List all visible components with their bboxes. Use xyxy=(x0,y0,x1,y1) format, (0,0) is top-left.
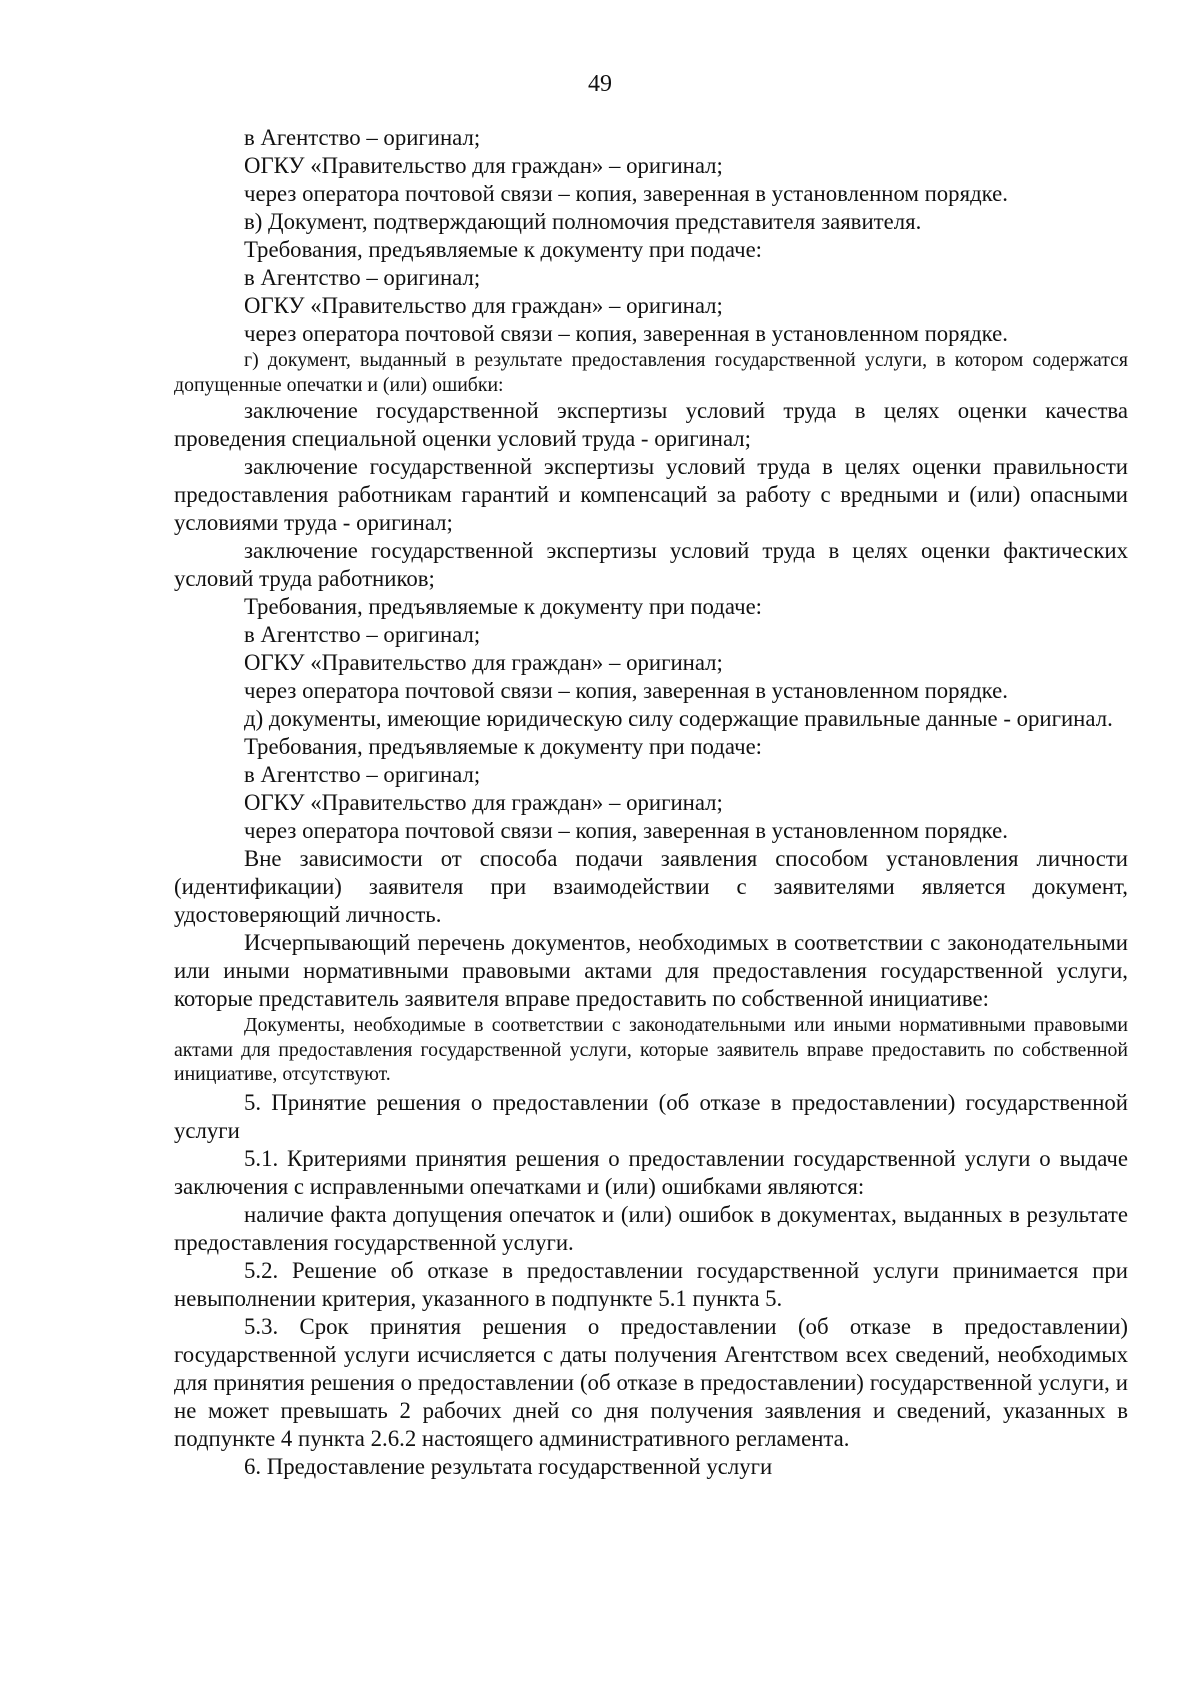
paragraph: ОГКУ «Правительство для граждан» – оригинал; xyxy=(244,293,723,318)
paragraph: Исчерпывающий перечень документов, необходимых в соответствии с законодательными или иными нормативными правовыми актами для предоставления государственной услуги, которые представитель заявителя вправе предоставить по собственной инициативе: xyxy=(174,930,1128,1011)
paragraph: в) Документ, подтверждающий полномочия представителя заявителя. xyxy=(244,209,922,234)
paragraph: заключение государственной экспертизы условий труда в целях оценки фактических условий труда работников; xyxy=(174,538,1128,591)
paragraph: ОГКУ «Правительство для граждан» – оригинал; xyxy=(244,153,723,178)
paragraph: ОГКУ «Правительство для граждан» – оригинал; xyxy=(244,650,723,675)
paragraph: г) документ, выданный в результате предоставления государственной услуги, в котором содержатся допущенные опечатки и (или) ошибки: xyxy=(174,349,1128,396)
paragraph: Требования, предъявляемые к документу при подаче: xyxy=(244,734,763,759)
paragraph: д) документы, имеющие юридическую силу содержащие правильные данные - оригинал. xyxy=(244,706,1113,731)
document-body xyxy=(174,124,1128,1481)
paragraph: ОГКУ «Правительство для граждан» – оригинал; xyxy=(244,790,723,815)
paragraph: через оператора почтовой связи – копия, заверенная в установленном порядке. xyxy=(244,678,1008,703)
paragraph: Документы, необходимые в соответствии с законодательными или иными нормативными правовыми актами для предоставления государственной услуги, которые заявитель вправе предоставить по собственной инициативе, отсутствуют. xyxy=(174,1014,1128,1085)
paragraph: заключение государственной экспертизы условий труда в целях оценки правильности предоставления работникам гарантий и компенсаций за работу с вредными и (или) опасными условиями труда - оригинал; xyxy=(174,454,1128,535)
section-heading: 6. Предоставление результата государственной услуги xyxy=(244,1453,773,1479)
paragraph: 5.3. Срок принятия решения о предоставлении (об отказе в предоставлении) государственной услуги исчисляется с даты получения Агентством всех сведений, необходимых для принятия решения о предоставлении (об отказе в предоставлении) государственной услуги, и не может превышать 2 рабочих дней со дня получения заявления и сведений, указанных в подпункте 4 пункта 2.6.2 настоящего административного регламента. xyxy=(174,1313,1128,1451)
paragraph: через оператора почтовой связи – копия, заверенная в установленном порядке. xyxy=(244,818,1008,843)
paragraph: 5.1. Критериями принятия решения о предоставлении государственной услуги о выдаче заключения с исправленными опечатками и (или) ошибками являются: xyxy=(174,1145,1128,1199)
paragraph: Вне зависимости от способа подачи заявления способом установления личности (идентификации) заявителя при взаимодействии с заявителями является документ, удостоверяющий личность. xyxy=(174,846,1128,927)
paragraph: в Агентство – оригинал; xyxy=(244,622,481,647)
paragraph: Требования, предъявляемые к документу при подаче: xyxy=(244,237,763,262)
paragraph: через оператора почтовой связи – копия, заверенная в установленном порядке. xyxy=(244,321,1008,346)
paragraph: в Агентство – оригинал; xyxy=(244,762,481,787)
paragraph: заключение государственной экспертизы условий труда в целях оценки качества проведения специальной оценки условий труда - оригинал; xyxy=(174,398,1128,451)
paragraph: через оператора почтовой связи – копия, заверенная в установленном порядке. xyxy=(244,181,1008,206)
paragraph: 5.2. Решение об отказе в предоставлении государственной услуги принимается при невыполнении критерия, указанного в подпункте 5.1 пункта 5. xyxy=(174,1257,1128,1311)
paragraph: наличие факта допущения опечаток и (или) ошибок в документах, выданных в результате предоставления государственной услуги. xyxy=(174,1201,1128,1255)
section-heading: 5. Принятие решения о предоставлении (об отказе в предоставлении) государственной услуги xyxy=(174,1089,1128,1143)
paragraph: в Агентство – оригинал; xyxy=(244,125,481,150)
paragraph: Требования, предъявляемые к документу при подаче: xyxy=(244,594,763,619)
page-number: 49 xyxy=(588,71,612,97)
paragraph: в Агентство – оригинал; xyxy=(244,265,481,290)
